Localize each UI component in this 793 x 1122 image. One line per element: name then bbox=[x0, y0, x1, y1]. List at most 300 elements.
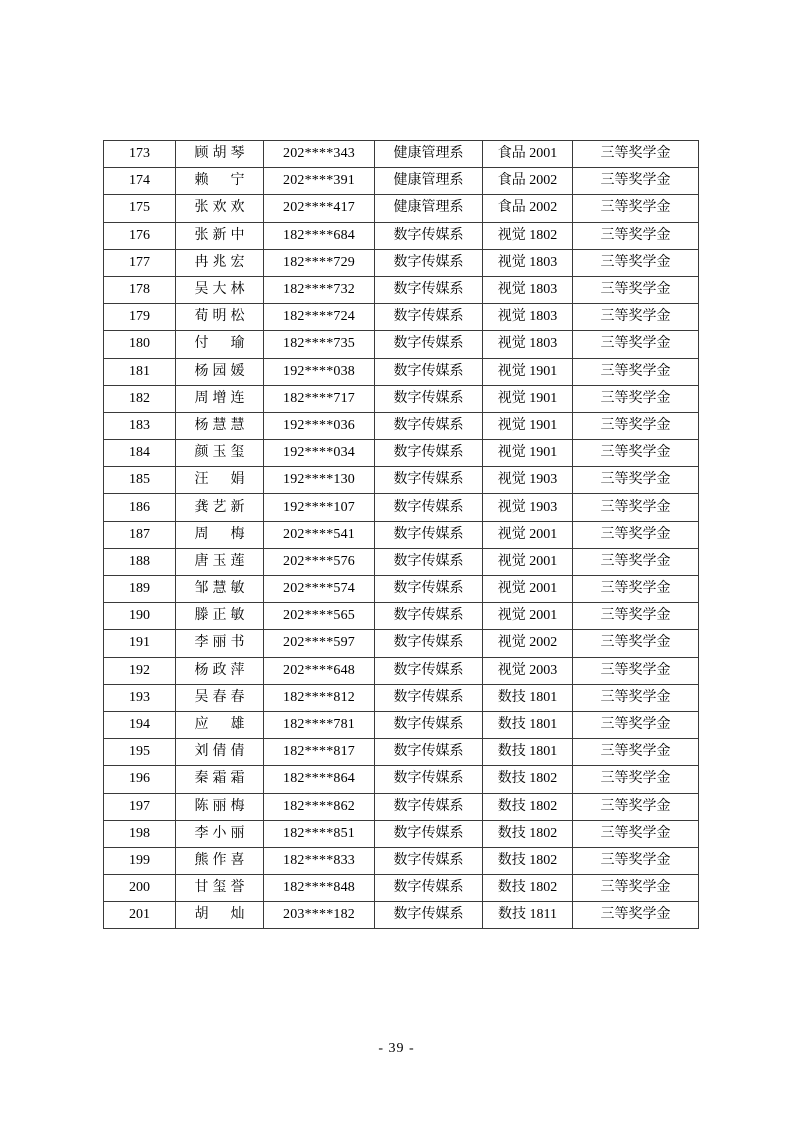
cell-award bbox=[573, 739, 699, 766]
cell-student-id bbox=[264, 711, 375, 738]
student-name-text: 吴春春 bbox=[194, 689, 245, 705]
award-text: 三等奖学金 bbox=[600, 880, 671, 896]
award-text: 三等奖学金 bbox=[600, 417, 671, 433]
class-text: 数技 1802 bbox=[497, 771, 558, 787]
award-text: 三等奖学金 bbox=[600, 227, 671, 243]
cell-index bbox=[104, 168, 176, 195]
cell-index bbox=[104, 195, 176, 222]
cell-department bbox=[375, 576, 483, 603]
row-index-text: 175 bbox=[129, 200, 150, 216]
cell-department bbox=[375, 222, 483, 249]
cell-index bbox=[104, 276, 176, 303]
cell-student-id bbox=[264, 576, 375, 603]
cell-index bbox=[104, 603, 176, 630]
cell-class bbox=[483, 276, 573, 303]
cell-department bbox=[375, 847, 483, 874]
row-index-text: 179 bbox=[129, 309, 150, 325]
department-text: 数字传媒系 bbox=[393, 852, 464, 868]
cell-student-id bbox=[264, 847, 375, 874]
cell-award bbox=[573, 304, 699, 331]
table-row bbox=[104, 793, 699, 820]
cell-name bbox=[176, 711, 264, 738]
cell-department bbox=[375, 195, 483, 222]
student-name-text: 周梅 bbox=[194, 526, 245, 542]
cell-student-id bbox=[264, 141, 375, 168]
cell-student-id bbox=[264, 875, 375, 902]
cell-index bbox=[104, 875, 176, 902]
student-name-text: 赖宁 bbox=[194, 173, 245, 189]
cell-award bbox=[573, 875, 699, 902]
student-name-text: 龚艺新 bbox=[194, 499, 245, 515]
cell-department bbox=[375, 603, 483, 630]
award-text: 三等奖学金 bbox=[600, 553, 671, 569]
department-text: 数字传媒系 bbox=[393, 309, 464, 325]
class-text: 视觉 2001 bbox=[497, 608, 558, 624]
cell-index bbox=[104, 358, 176, 385]
cell-class bbox=[483, 195, 573, 222]
student-name-text: 颜玉玺 bbox=[194, 445, 245, 461]
cell-department bbox=[375, 141, 483, 168]
student-name-text: 张新中 bbox=[194, 227, 245, 243]
cell-student-id bbox=[264, 739, 375, 766]
table-row bbox=[104, 222, 699, 249]
table-row bbox=[104, 249, 699, 276]
row-index-text: 193 bbox=[129, 689, 150, 705]
cell-student-id bbox=[264, 657, 375, 684]
table-row bbox=[104, 684, 699, 711]
table-row bbox=[104, 657, 699, 684]
class-text: 视觉 2001 bbox=[497, 553, 558, 569]
table-row bbox=[104, 304, 699, 331]
table-row bbox=[104, 548, 699, 575]
cell-name bbox=[176, 630, 264, 657]
class-text: 视觉 1903 bbox=[497, 499, 558, 515]
award-text: 三等奖学金 bbox=[600, 581, 671, 597]
page-number: - 39 - bbox=[378, 1041, 415, 1056]
cell-department bbox=[375, 902, 483, 929]
award-text: 三等奖学金 bbox=[600, 499, 671, 515]
student-id-text: 202****648 bbox=[283, 662, 355, 678]
cell-class bbox=[483, 168, 573, 195]
class-text: 数技 1801 bbox=[497, 717, 558, 733]
department-text: 数字传媒系 bbox=[393, 744, 464, 760]
cell-student-id bbox=[264, 222, 375, 249]
student-id-text: 182****732 bbox=[283, 282, 355, 298]
cell-name bbox=[176, 276, 264, 303]
cell-student-id bbox=[264, 820, 375, 847]
student-id-text: 182****684 bbox=[283, 227, 355, 243]
cell-index bbox=[104, 412, 176, 439]
cell-department bbox=[375, 521, 483, 548]
cell-name bbox=[176, 847, 264, 874]
row-index-text: 194 bbox=[129, 717, 150, 733]
department-text: 数字传媒系 bbox=[393, 717, 464, 733]
cell-student-id bbox=[264, 494, 375, 521]
cell-class bbox=[483, 521, 573, 548]
student-id-text: 202****343 bbox=[283, 146, 355, 162]
table-row bbox=[104, 385, 699, 412]
award-text: 三等奖学金 bbox=[600, 282, 671, 298]
cell-class bbox=[483, 440, 573, 467]
row-index-text: 185 bbox=[129, 472, 150, 488]
row-index-text: 192 bbox=[129, 662, 150, 678]
cell-class bbox=[483, 222, 573, 249]
award-text: 三等奖学金 bbox=[600, 608, 671, 624]
department-text: 数字传媒系 bbox=[393, 499, 464, 515]
department-text: 数字传媒系 bbox=[393, 608, 464, 624]
department-text: 数字传媒系 bbox=[393, 227, 464, 243]
table-row bbox=[104, 576, 699, 603]
row-index-text: 191 bbox=[129, 635, 150, 651]
student-name-text: 李小丽 bbox=[194, 825, 245, 841]
cell-index bbox=[104, 657, 176, 684]
class-text: 视觉 2003 bbox=[497, 662, 558, 678]
student-name-text: 唐玉莲 bbox=[194, 553, 245, 569]
class-text: 视觉 1803 bbox=[497, 309, 558, 325]
student-name-text: 付瑜 bbox=[194, 336, 245, 352]
cell-index bbox=[104, 576, 176, 603]
row-index-text: 198 bbox=[129, 825, 150, 841]
cell-name bbox=[176, 766, 264, 793]
table-row bbox=[104, 195, 699, 222]
cell-index bbox=[104, 331, 176, 358]
student-id-text: 182****724 bbox=[283, 309, 355, 325]
award-text: 三等奖学金 bbox=[600, 363, 671, 379]
cell-index bbox=[104, 820, 176, 847]
cell-name bbox=[176, 739, 264, 766]
cell-student-id bbox=[264, 902, 375, 929]
cell-class bbox=[483, 711, 573, 738]
cell-department bbox=[375, 766, 483, 793]
cell-index bbox=[104, 440, 176, 467]
cell-student-id bbox=[264, 684, 375, 711]
award-text: 三等奖学金 bbox=[600, 390, 671, 406]
class-text: 数技 1801 bbox=[497, 689, 558, 705]
student-id-text: 202****391 bbox=[283, 173, 355, 189]
student-name-text: 荀明松 bbox=[194, 309, 245, 325]
cell-class bbox=[483, 358, 573, 385]
row-index-text: 178 bbox=[129, 282, 150, 298]
cell-student-id bbox=[264, 304, 375, 331]
student-id-text: 202****541 bbox=[283, 526, 355, 542]
student-id-text: 182****817 bbox=[283, 744, 355, 760]
student-id-text: 182****848 bbox=[283, 880, 355, 896]
award-text: 三等奖学金 bbox=[600, 662, 671, 678]
department-text: 数字传媒系 bbox=[393, 254, 464, 270]
table-row bbox=[104, 875, 699, 902]
cell-class bbox=[483, 820, 573, 847]
cell-name bbox=[176, 793, 264, 820]
table-row bbox=[104, 820, 699, 847]
cell-award bbox=[573, 657, 699, 684]
cell-student-id bbox=[264, 331, 375, 358]
table-row bbox=[104, 711, 699, 738]
table-row bbox=[104, 168, 699, 195]
cell-department bbox=[375, 385, 483, 412]
class-text: 视觉 1803 bbox=[497, 254, 558, 270]
row-index-text: 201 bbox=[129, 907, 150, 923]
cell-department bbox=[375, 739, 483, 766]
class-text: 数技 1802 bbox=[497, 798, 558, 814]
cell-name bbox=[176, 521, 264, 548]
cell-name bbox=[176, 576, 264, 603]
cell-name bbox=[176, 222, 264, 249]
cell-award bbox=[573, 440, 699, 467]
award-text: 三等奖学金 bbox=[600, 744, 671, 760]
department-text: 数字传媒系 bbox=[393, 417, 464, 433]
cell-name bbox=[176, 385, 264, 412]
row-index-text: 189 bbox=[129, 581, 150, 597]
student-id-text: 202****565 bbox=[283, 608, 355, 624]
student-name-text: 冉兆宏 bbox=[194, 254, 245, 270]
award-text: 三等奖学金 bbox=[600, 146, 671, 162]
cell-class bbox=[483, 875, 573, 902]
student-id-text: 192****036 bbox=[283, 417, 355, 433]
table-row bbox=[104, 141, 699, 168]
cell-award bbox=[573, 684, 699, 711]
table-row bbox=[104, 440, 699, 467]
row-index-text: 183 bbox=[129, 417, 150, 433]
scholarship-table bbox=[103, 140, 699, 929]
cell-index bbox=[104, 548, 176, 575]
department-text: 数字传媒系 bbox=[393, 390, 464, 406]
award-text: 三等奖学金 bbox=[600, 717, 671, 733]
table-row bbox=[104, 630, 699, 657]
table-row bbox=[104, 358, 699, 385]
student-id-text: 203****182 bbox=[283, 907, 355, 923]
class-text: 视觉 1901 bbox=[497, 390, 558, 406]
row-index-text: 190 bbox=[129, 608, 150, 624]
table-row bbox=[104, 494, 699, 521]
cell-award bbox=[573, 467, 699, 494]
cell-name bbox=[176, 141, 264, 168]
cell-department bbox=[375, 467, 483, 494]
department-text: 健康管理系 bbox=[393, 200, 464, 216]
cell-name bbox=[176, 331, 264, 358]
student-id-text: 192****130 bbox=[283, 472, 355, 488]
cell-class bbox=[483, 847, 573, 874]
cell-award bbox=[573, 358, 699, 385]
cell-index bbox=[104, 902, 176, 929]
scholarship-table-body bbox=[104, 141, 699, 929]
award-text: 三等奖学金 bbox=[600, 852, 671, 868]
cell-student-id bbox=[264, 766, 375, 793]
row-index-text: 195 bbox=[129, 744, 150, 760]
student-name-text: 熊作喜 bbox=[194, 852, 245, 868]
row-index-text: 200 bbox=[129, 880, 150, 896]
cell-award bbox=[573, 548, 699, 575]
award-text: 三等奖学金 bbox=[600, 309, 671, 325]
student-name-text: 胡灿 bbox=[194, 907, 245, 923]
student-id-text: 182****729 bbox=[283, 254, 355, 270]
cell-department bbox=[375, 440, 483, 467]
class-text: 视觉 2001 bbox=[497, 526, 558, 542]
student-id-text: 182****864 bbox=[283, 771, 355, 787]
department-text: 数字传媒系 bbox=[393, 635, 464, 651]
cell-index bbox=[104, 222, 176, 249]
row-index-text: 188 bbox=[129, 553, 150, 569]
table-row bbox=[104, 467, 699, 494]
cell-class bbox=[483, 141, 573, 168]
cell-award bbox=[573, 902, 699, 929]
student-id-text: 182****717 bbox=[283, 390, 355, 406]
award-text: 三等奖学金 bbox=[600, 635, 671, 651]
student-name-text: 陈丽梅 bbox=[194, 798, 245, 814]
cell-class bbox=[483, 603, 573, 630]
cell-award bbox=[573, 141, 699, 168]
row-index-text: 187 bbox=[129, 526, 150, 542]
cell-student-id bbox=[264, 168, 375, 195]
cell-award bbox=[573, 494, 699, 521]
row-index-text: 197 bbox=[129, 798, 150, 814]
award-text: 三等奖学金 bbox=[600, 526, 671, 542]
cell-name bbox=[176, 304, 264, 331]
student-name-text: 李丽书 bbox=[194, 635, 245, 651]
cell-student-id bbox=[264, 548, 375, 575]
cell-award bbox=[573, 630, 699, 657]
cell-name bbox=[176, 195, 264, 222]
class-text: 视觉 1803 bbox=[497, 336, 558, 352]
cell-name bbox=[176, 467, 264, 494]
student-name-text: 张欢欢 bbox=[194, 200, 245, 216]
cell-award bbox=[573, 521, 699, 548]
cell-index bbox=[104, 385, 176, 412]
cell-department bbox=[375, 793, 483, 820]
cell-department bbox=[375, 875, 483, 902]
cell-student-id bbox=[264, 249, 375, 276]
class-text: 数技 1802 bbox=[497, 852, 558, 868]
student-name-text: 刘倩倩 bbox=[194, 744, 245, 760]
class-text: 视觉 1901 bbox=[497, 445, 558, 461]
cell-student-id bbox=[264, 358, 375, 385]
row-index-text: 174 bbox=[129, 173, 150, 189]
class-text: 食品 2002 bbox=[497, 173, 558, 189]
cell-class bbox=[483, 385, 573, 412]
row-index-text: 180 bbox=[129, 336, 150, 352]
cell-department bbox=[375, 630, 483, 657]
class-text: 数技 1801 bbox=[497, 744, 558, 760]
department-text: 数字传媒系 bbox=[393, 907, 464, 923]
award-text: 三等奖学金 bbox=[600, 173, 671, 189]
cell-name bbox=[176, 249, 264, 276]
table-row bbox=[104, 276, 699, 303]
cell-class bbox=[483, 304, 573, 331]
department-text: 健康管理系 bbox=[393, 173, 464, 189]
class-text: 视觉 1901 bbox=[497, 363, 558, 379]
student-id-text: 192****034 bbox=[283, 445, 355, 461]
student-id-text: 182****781 bbox=[283, 717, 355, 733]
cell-class bbox=[483, 630, 573, 657]
class-text: 数技 1802 bbox=[497, 825, 558, 841]
student-name-text: 杨园媛 bbox=[194, 363, 245, 379]
department-text: 数字传媒系 bbox=[393, 363, 464, 379]
cell-class bbox=[483, 331, 573, 358]
cell-name bbox=[176, 412, 264, 439]
cell-award bbox=[573, 412, 699, 439]
cell-index bbox=[104, 630, 176, 657]
cell-award bbox=[573, 385, 699, 412]
cell-index bbox=[104, 766, 176, 793]
cell-department bbox=[375, 168, 483, 195]
department-text: 数字传媒系 bbox=[393, 798, 464, 814]
cell-class bbox=[483, 467, 573, 494]
award-text: 三等奖学金 bbox=[600, 254, 671, 270]
student-name-text: 秦霜霜 bbox=[194, 771, 245, 787]
table-row bbox=[104, 603, 699, 630]
student-name-text: 吴大林 bbox=[194, 282, 245, 298]
cell-index bbox=[104, 793, 176, 820]
table-row bbox=[104, 847, 699, 874]
cell-award bbox=[573, 793, 699, 820]
cell-name bbox=[176, 168, 264, 195]
cell-award bbox=[573, 195, 699, 222]
cell-student-id bbox=[264, 630, 375, 657]
cell-student-id bbox=[264, 603, 375, 630]
student-id-text: 202****576 bbox=[283, 553, 355, 569]
table-row bbox=[104, 766, 699, 793]
cell-index bbox=[104, 739, 176, 766]
class-text: 视觉 2002 bbox=[497, 635, 558, 651]
table-row bbox=[104, 521, 699, 548]
cell-department bbox=[375, 684, 483, 711]
cell-index bbox=[104, 684, 176, 711]
cell-index bbox=[104, 304, 176, 331]
cell-department bbox=[375, 412, 483, 439]
cell-student-id bbox=[264, 276, 375, 303]
cell-class bbox=[483, 902, 573, 929]
table-row bbox=[104, 412, 699, 439]
cell-award bbox=[573, 331, 699, 358]
cell-class bbox=[483, 548, 573, 575]
row-index-text: 181 bbox=[129, 363, 150, 379]
cell-student-id bbox=[264, 385, 375, 412]
cell-award bbox=[573, 168, 699, 195]
cell-name bbox=[176, 548, 264, 575]
award-text: 三等奖学金 bbox=[600, 689, 671, 705]
cell-name bbox=[176, 358, 264, 385]
cell-department bbox=[375, 820, 483, 847]
class-text: 视觉 1901 bbox=[497, 417, 558, 433]
department-text: 数字传媒系 bbox=[393, 825, 464, 841]
cell-class bbox=[483, 793, 573, 820]
department-text: 数字传媒系 bbox=[393, 880, 464, 896]
student-id-text: 202****417 bbox=[283, 200, 355, 216]
cell-student-id bbox=[264, 521, 375, 548]
cell-award bbox=[573, 222, 699, 249]
class-text: 数技 1802 bbox=[497, 880, 558, 896]
cell-award bbox=[573, 820, 699, 847]
cell-name bbox=[176, 440, 264, 467]
cell-name bbox=[176, 875, 264, 902]
cell-award bbox=[573, 276, 699, 303]
student-name-text: 应雄 bbox=[194, 717, 245, 733]
class-text: 视觉 1803 bbox=[497, 282, 558, 298]
table-row bbox=[104, 902, 699, 929]
award-text: 三等奖学金 bbox=[600, 472, 671, 488]
department-text: 数字传媒系 bbox=[393, 526, 464, 542]
cell-award bbox=[573, 576, 699, 603]
cell-department bbox=[375, 711, 483, 738]
cell-class bbox=[483, 766, 573, 793]
cell-student-id bbox=[264, 440, 375, 467]
student-id-text: 202****597 bbox=[283, 635, 355, 651]
cell-award bbox=[573, 711, 699, 738]
cell-department bbox=[375, 657, 483, 684]
department-text: 数字传媒系 bbox=[393, 282, 464, 298]
cell-index bbox=[104, 467, 176, 494]
cell-department bbox=[375, 548, 483, 575]
cell-name bbox=[176, 820, 264, 847]
